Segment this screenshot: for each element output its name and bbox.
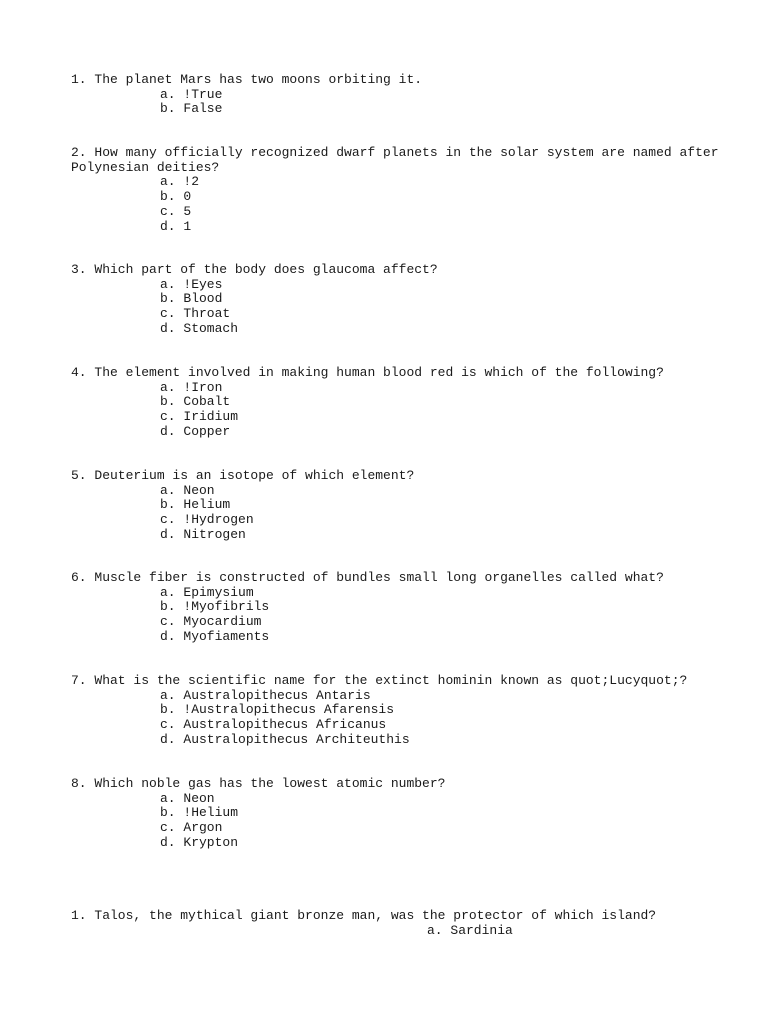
question-text: 8. Which noble gas has the lowest atomic number? [71, 776, 446, 791]
answer-option: a. Sardinia [427, 922, 513, 938]
answer-option: c. 5 [160, 203, 192, 219]
answer-option: a. Australopithecus Antaris [160, 687, 371, 703]
answer-option: c. !Hydrogen [160, 512, 254, 528]
answer-option: d. Copper [160, 423, 231, 439]
answer-option: a. Neon [160, 482, 215, 498]
answer-option: c. Australopithecus Africanus [160, 717, 387, 733]
question-text: 1. The planet Mars has two moons orbiting it. [71, 72, 423, 87]
answer-option: d. Stomach [160, 320, 239, 336]
answer-option: a. !Iron [160, 379, 223, 395]
answer-option: c. Myocardium [160, 614, 262, 630]
answer-option: a. !Eyes [160, 276, 223, 292]
answer-option: d. Krypton [160, 834, 239, 850]
answer-option: b. !Australopithecus Afarensis [160, 702, 395, 718]
answer-option: b. Helium [160, 497, 231, 513]
answer-option: b. !Helium [160, 805, 239, 821]
answer-option: d. 1 [160, 218, 192, 234]
answer-option: a. Neon [160, 790, 215, 806]
question-text: 5. Deuterium is an isotope of which element? [71, 468, 415, 483]
question-text: 4. The element involved in making human blood red is which of the following? [71, 365, 664, 380]
question-text: Polynesian deities? [71, 159, 220, 175]
answer-option: b. Blood [160, 291, 223, 307]
answer-option: c. Iridium [160, 409, 239, 425]
answer-option: a. !True [160, 86, 223, 102]
answer-option: a. Epimysium [160, 584, 254, 600]
answer-option: a. !2 [160, 174, 200, 190]
answer-option: b. Cobalt [160, 394, 231, 410]
question-text: 2. How many officially recognized dwarf planets in the solar system are named after [71, 145, 719, 160]
answer-option: b. False [160, 101, 223, 117]
question-text: 7. What is the scientific name for the extinct hominin known as quot;Lucyquot;? [71, 673, 688, 688]
answer-option: d. Myofiaments [160, 628, 270, 644]
question-text: 3. Which part of the body does glaucoma affect? [71, 262, 438, 277]
answer-option: c. Throat [160, 306, 231, 322]
answer-option: b. 0 [160, 189, 192, 205]
question-text: 1. Talos, the mythical giant bronze man, was the protector of which island? [71, 908, 657, 923]
answer-option: d. Nitrogen [160, 526, 246, 542]
answer-option: b. !Myofibrils [160, 599, 270, 615]
question-text: 6. Muscle fiber is constructed of bundles small long organelles called what? [71, 570, 664, 585]
answer-option: d. Australopithecus Architeuthis [160, 731, 410, 747]
answer-option: c. Argon [160, 820, 223, 836]
